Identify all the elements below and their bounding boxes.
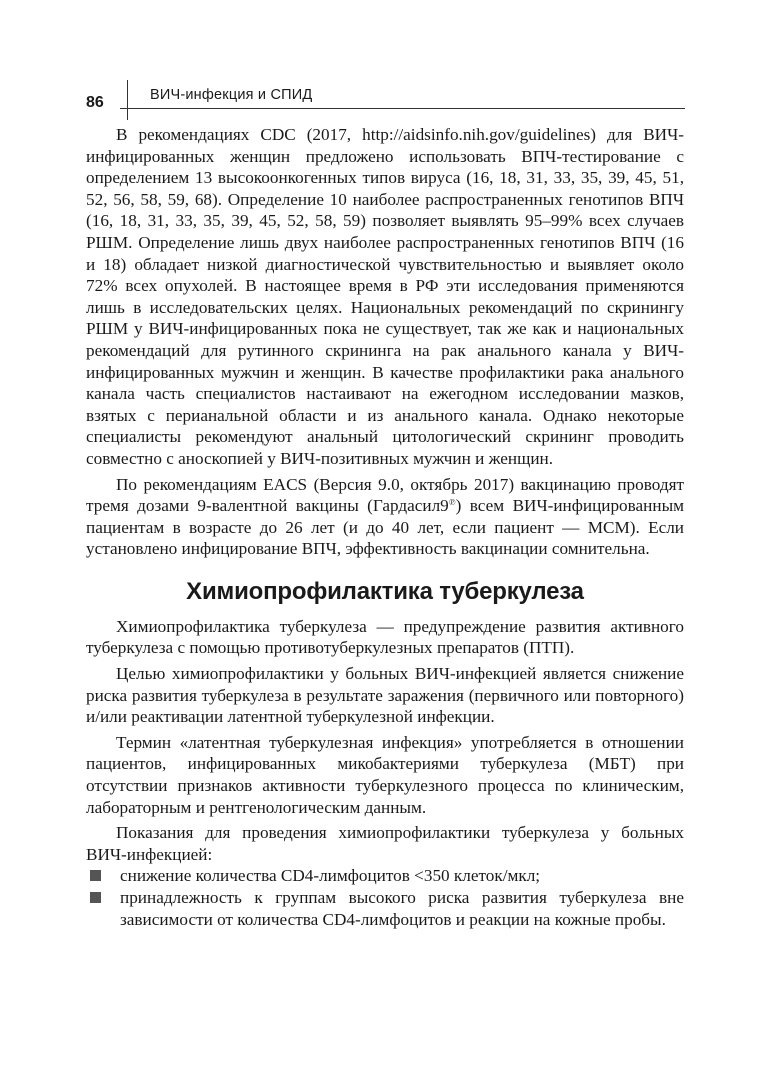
paragraph-definition: Химиопрофилактика туберкулеза — предупреждение развития активного туберкулеза с помощью противотуберкулезных препаратов (ПТП).	[86, 616, 684, 658]
list-item	[86, 887, 684, 930]
header-vertical-rule	[127, 80, 128, 120]
paragraph-eacs-vaccination	[86, 474, 684, 560]
list-item-text: принадлежность к группам высокого риска развития туберкулеза вне зависимости от количества CD4-лимфоцитов и реакции на кожные пробы.	[120, 888, 684, 929]
running-title: ВИЧ-инфекция и СПИД	[150, 87, 313, 103]
page-number: 86	[86, 94, 104, 111]
list-item-text: снижение количества CD4-лимфоцитов <350 клеток/мкл;	[120, 866, 541, 886]
paragraph-eacs-text-1: По рекомендациям EACS (Версия 9.0, октябрь 2017) вакцинацию проводят тремя дозами 9-валентной вакцины (Гардасил9	[86, 474, 684, 516]
paragraph-indications: Показания для проведения химиопрофилактики туберкулеза у больных ВИЧ-инфекцией:	[86, 823, 684, 864]
paragraph-goal: Целью химиопрофилактики у больных ВИЧ-инфекцией является снижение риска развития туберкулеза в результате заражения (первичного или повторного) и/или реактивации латентной туберкулезной инфекции.	[86, 664, 684, 727]
section-heading: Химиопрофилактика туберкулеза	[186, 577, 584, 605]
list-item	[86, 865, 684, 887]
square-bullet-icon	[90, 892, 101, 903]
registered-mark: ℗	[448, 497, 456, 508]
paragraph-eacs-text-2: ) всем ВИЧ-инфицированным пациентам в возрасте до 26 лет (и до 40 лет, если пациент — МСМ). Если установлено инфицирование ВПЧ, эффективность вакцинации сомнительна.	[86, 496, 684, 559]
page-content	[86, 124, 684, 930]
square-bullet-icon	[90, 870, 101, 881]
paragraph-latent-infection: Термин «латентная туберкулезная инфекция» употребляется в отношении пациентов, инфицированных микобактериями туберкулеза (МБТ) при отсутствии признаков активности туберкулезного процесса по клиническим, лабораторным и рентгенологическим данным.	[86, 732, 684, 817]
paragraph-cdc-recommendations: В рекомендациях CDC (2017, http://aidsinfo.nih.gov/guidelines) для ВИЧ-инфицированных женщин предложено использовать ВПЧ-тестирование с определением 13 высокоонкогенных типов вируса (16, 18, 31, 33, 35, 39, 45, 51, 52, 56, 58, 59, 68). Определение 10 наиболее распространенных генотипов ВПЧ (16, 18, 31, 33, 35, 39, 45, 52, 58, 59) позволяет выявлять 95–99% всех случаев РШМ. Определение лишь двух наиболее распространенных генотипов ВПЧ (16 и 18) обладает низкой диагностической чувствительностью и выявляет около 72% всех опухолей. В настоящее время в РФ эти исследования применяются лишь в исследовательских целях. Национальных рекомендаций по скринингу РШМ у ВИЧ-инфицированных пока не существует, так же как и национальных рекомендаций для рутинного скрининга на рак анального канала у ВИЧ-инфицированных мужчин и женщин. В качестве профилактики рака анального канала часть специалистов настаивают на ежегодном исследовании мазков, взятых с перианальной области и из анального канала. Однако некоторые специалисты рекомендуют анальный цитологический скрининг проводить совместно с аноскопией у ВИЧ-позитивных мужчин и женщин.	[86, 125, 684, 468]
header-horizontal-rule	[120, 108, 685, 109]
indications-list	[86, 865, 684, 930]
